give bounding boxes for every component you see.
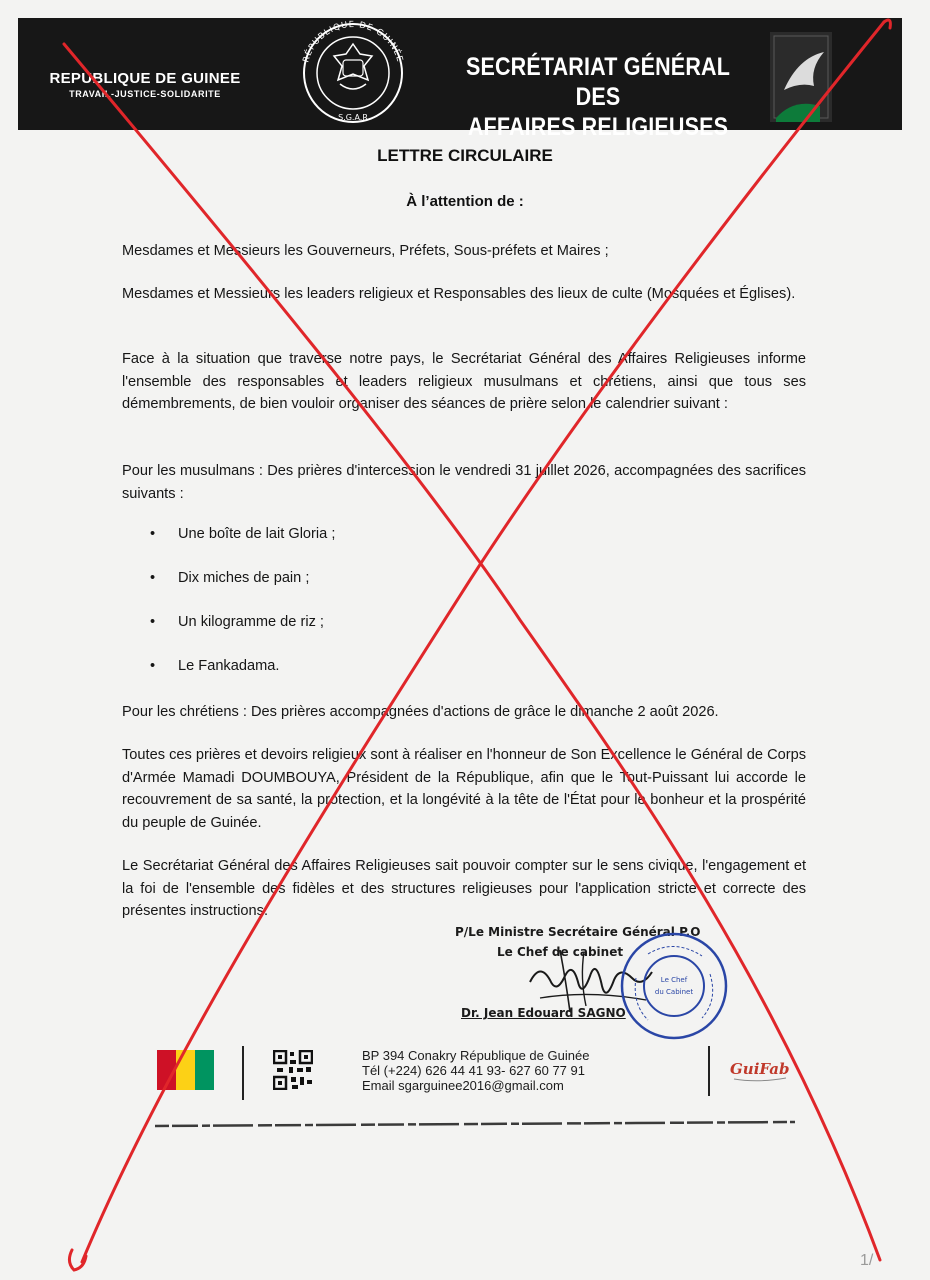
footer-phone: Tél (+224) 626 44 41 93- 627 60 77 91	[362, 1063, 585, 1078]
list-item-text: Une boîte de lait Gloria ;	[178, 526, 336, 542]
footer-divider	[242, 1046, 244, 1100]
muslims-paragraph: Pour les musulmans : Des prières d'intercession le vendredi 31 juillet 2026, accompagnées des sacrifices suivants :	[122, 463, 806, 502]
list-item	[150, 658, 279, 674]
honor-paragraph: Toutes ces prières et devoirs religieux sont à réaliser en l'honneur de Son Excellence le Général de Corps d'Armée Mamadi DOUMBOUYA, Président de la République, afin que le Tout-Puissant lui accorde le recouvrement de sa santé, la protection, et la longévité à la tête de l'État pour le bonheur et la prospérité du peuple de Guinée.	[122, 747, 806, 831]
guinea-flag-icon	[157, 1050, 214, 1090]
list-item-text: Dix miches de pain ;	[178, 570, 310, 586]
country-block	[30, 70, 260, 99]
header-banner	[18, 18, 902, 141]
list-item	[150, 570, 309, 586]
signatory-name: Dr. Jean Edouard SAGNO	[461, 1006, 626, 1020]
footer-divider	[708, 1046, 710, 1096]
qr-code-icon	[273, 1050, 313, 1090]
national-motto: TRAVAIL-JUSTICE-SOLIDARITE	[69, 89, 221, 99]
signature-role-line: Le Chef de cabinet	[497, 945, 624, 959]
country-name: REPUBLIQUE DE GUINEE	[49, 70, 241, 87]
addressee-officials: Mesdames et Messieurs les Gouverneurs, Préfets, Sous-préfets et Maires ;	[122, 243, 609, 259]
page-number: 1/	[860, 1252, 874, 1269]
seal-ring-text: RÉPUBLIQUE DE GUINÉE	[301, 20, 405, 64]
official-stamp-icon	[618, 930, 730, 1042]
legal-notice-strip	[155, 1120, 795, 1130]
list-item-text: Un kilogramme de riz ;	[178, 614, 324, 630]
attention-line: À l’attention de :	[406, 193, 524, 210]
agency-title-line1: SECRÉTARIAT GÉNÉRAL DES	[465, 53, 731, 111]
svg-text:RÉPUBLIQUE DE GUINÉE	[301, 20, 404, 64]
christians-paragraph: Pour les chrétiens : Des prières accompagnées d'actions de grâce le dimanche 2 août 2026.	[122, 704, 719, 720]
list-item	[150, 526, 335, 542]
agency-title	[456, 52, 740, 142]
footer-address: BP 394 Conakry République de Guinée	[362, 1048, 590, 1063]
signature-title-line: P/Le Ministre Secrétaire Général P.O	[455, 925, 701, 939]
coat-of-arms-seal-icon	[288, 20, 418, 126]
intro-paragraph: Face à la situation que traverse notre pays, le Secrétariat Général des Affaires Religieuses informe l'ensemble des responsables et leaders religieux musulmans et chrétiens, ainsi que tous ses démembrements, de bien vouloir organiser des séances de prière selon le calendrier suivant :	[122, 351, 806, 412]
agency-title-line2: AFFAIRES RELIGIEUSES	[467, 113, 729, 141]
document-title: LETTRE CIRCULAIRE	[377, 146, 553, 165]
list-item	[150, 614, 324, 630]
svg-text:du Cabinet: du Cabinet	[654, 988, 694, 996]
footer-logo-text: GuiFab	[730, 1060, 790, 1078]
addressee-religious-leaders: Mesdames et Messieurs les leaders religieux et Responsables des lieux de culte (Mosquées et Églises).	[122, 286, 796, 302]
bird-emblem-icon	[770, 32, 832, 122]
footer-email[interactable]: Email sgarguinee2016@gmail.com	[362, 1078, 564, 1093]
seal-bottom-text: S.G.A.R	[338, 113, 368, 122]
closing-paragraph: Le Secrétariat Général des Affaires Religieuses sait pouvoir compter sur le sens civique, l'engagement et la foi de l'ensemble des fidèles et des structures religieuses pour l'application stricte et correcte des présentes instructions.	[122, 858, 806, 919]
list-item-text: Le Fankadama.	[178, 658, 280, 674]
footer-logo	[728, 1052, 792, 1086]
svg-text:Le Chef: Le Chef	[660, 976, 688, 984]
